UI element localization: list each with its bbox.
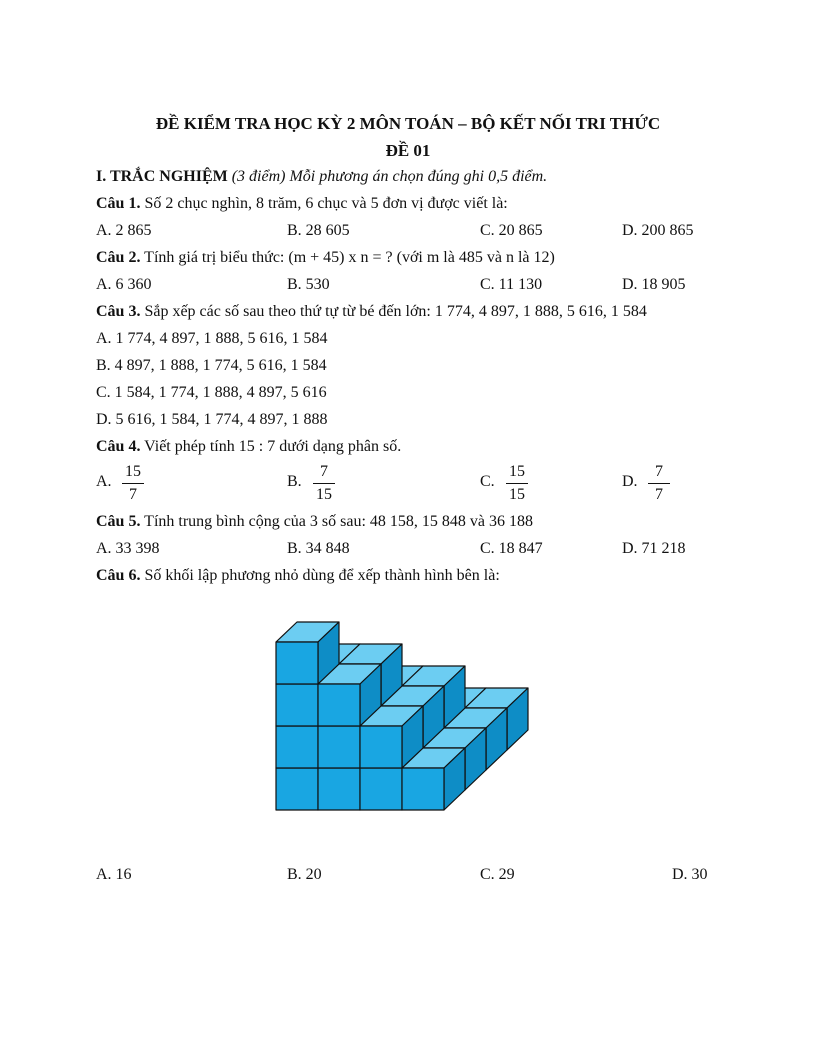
question-2-label: Câu 2. [96, 249, 141, 266]
cube-front-face [360, 726, 402, 768]
question-1 [96, 195, 508, 213]
q3-option-b: B. 4 897, 1 888, 1 774, 5 616, 1 584 [96, 357, 327, 374]
fraction-numerator: 7 [320, 463, 328, 480]
q2-option-b: B. 530 [287, 276, 330, 293]
question-5-text: Tính trung bình cộng của 3 số sau: 48 158, 15 848 và 36 188 [140, 513, 534, 530]
exam-title: ĐỀ KIỂM TRA HỌC KỲ 2 MÔN TOÁN – BỘ KẾT NỐI TRI THỨC [155, 114, 661, 133]
cube-front-face [276, 684, 318, 726]
q1-option-a: A. 2 865 [96, 222, 152, 239]
question-1-text: Số 2 chục nghìn, 8 trăm, 6 chục và 5 đơn vị được viết là: [140, 195, 508, 212]
question-3-label: Câu 3. [96, 303, 141, 320]
cube-front-face [276, 642, 318, 684]
question-4 [96, 438, 401, 456]
cube-front-face [402, 768, 444, 810]
question-4-label: Câu 4. [96, 438, 141, 455]
section-title: I. TRẮC NGHIỆM [96, 168, 228, 185]
fraction-denominator: 7 [129, 486, 137, 503]
question-1-label: Câu 1. [96, 195, 141, 212]
q2-option-a: A. 6 360 [96, 276, 152, 293]
cube-front-face [318, 684, 360, 726]
q4-option-b-label: B. [287, 473, 302, 490]
q5-option-a: A. 33 398 [96, 540, 160, 557]
q2-option-d: D. 18 905 [622, 276, 686, 293]
fraction-denominator: 15 [316, 486, 332, 503]
q3-option-d: D. 5 616, 1 584, 1 774, 4 897, 1 888 [96, 411, 328, 428]
question-6-text: Số khối lập phương nhỏ dùng để xếp thành hình bên là: [140, 567, 500, 584]
question-6 [96, 567, 500, 585]
q4-option-d-label: D. [622, 473, 638, 490]
question-6-label: Câu 6. [96, 567, 141, 584]
q5-option-c: C. 18 847 [480, 540, 543, 557]
question-2-text: Tính giá trị biểu thức: (m + 45) x n = ? (với m là 485 và n là 12) [140, 249, 555, 266]
fraction-denominator: 15 [509, 486, 525, 503]
q5-option-b: B. 34 848 [287, 540, 350, 557]
question-5 [96, 513, 533, 531]
fraction-bar [506, 483, 528, 484]
q6-option-c: C. 29 [480, 866, 515, 883]
q6-option-b: B. 20 [287, 866, 322, 883]
fraction-numerator: 15 [125, 463, 141, 480]
q2-option-c: C. 11 130 [480, 276, 543, 293]
cube-front-face [318, 768, 360, 810]
cube-front-face [276, 726, 318, 768]
q6-option-a: A. 16 [96, 866, 132, 883]
q1-option-b: B. 28 605 [287, 222, 350, 239]
q4-option-c-label: C. [480, 473, 495, 490]
q4-option-c-fraction [506, 463, 528, 504]
fraction-bar [313, 483, 335, 484]
q4-option-a-fraction [122, 463, 144, 504]
cube-stack-figure [260, 596, 560, 858]
section-heading [96, 168, 547, 186]
q4-option-a-label: A. [96, 473, 112, 490]
q5-option-d: D. 71 218 [622, 540, 686, 557]
q4-option-b-fraction [313, 463, 335, 504]
q1-option-d: D. 200 865 [622, 222, 694, 239]
q1-option-c: C. 20 865 [480, 222, 543, 239]
q6-option-d: D. 30 [672, 866, 708, 883]
fraction-bar [648, 483, 670, 484]
question-3-text: Sắp xếp các số sau theo thứ tự từ bé đến lớn: 1 774, 4 897, 1 888, 5 616, 1 584 [140, 303, 647, 320]
q4-option-d-fraction [648, 463, 670, 504]
fraction-numerator: 7 [655, 463, 663, 480]
fraction-bar [122, 483, 144, 484]
question-5-label: Câu 5. [96, 513, 141, 530]
exam-number: ĐỀ 01 [385, 141, 431, 160]
cube-front-face [318, 726, 360, 768]
question-2 [96, 249, 555, 267]
fraction-denominator: 7 [655, 486, 663, 503]
section-points: (3 điểm) Mỗi phương án chọn đúng ghi 0,5 điểm. [231, 168, 548, 185]
fraction-numerator: 15 [509, 463, 525, 480]
question-3 [96, 303, 647, 321]
cube-front-face [276, 768, 318, 810]
cube-front-face [360, 768, 402, 810]
q3-option-a: A. 1 774, 4 897, 1 888, 5 616, 1 584 [96, 330, 328, 347]
q3-option-c: C. 1 584, 1 774, 1 888, 4 897, 5 616 [96, 384, 327, 401]
question-4-text: Viết phép tính 15 : 7 dưới dạng phân số. [140, 438, 402, 455]
